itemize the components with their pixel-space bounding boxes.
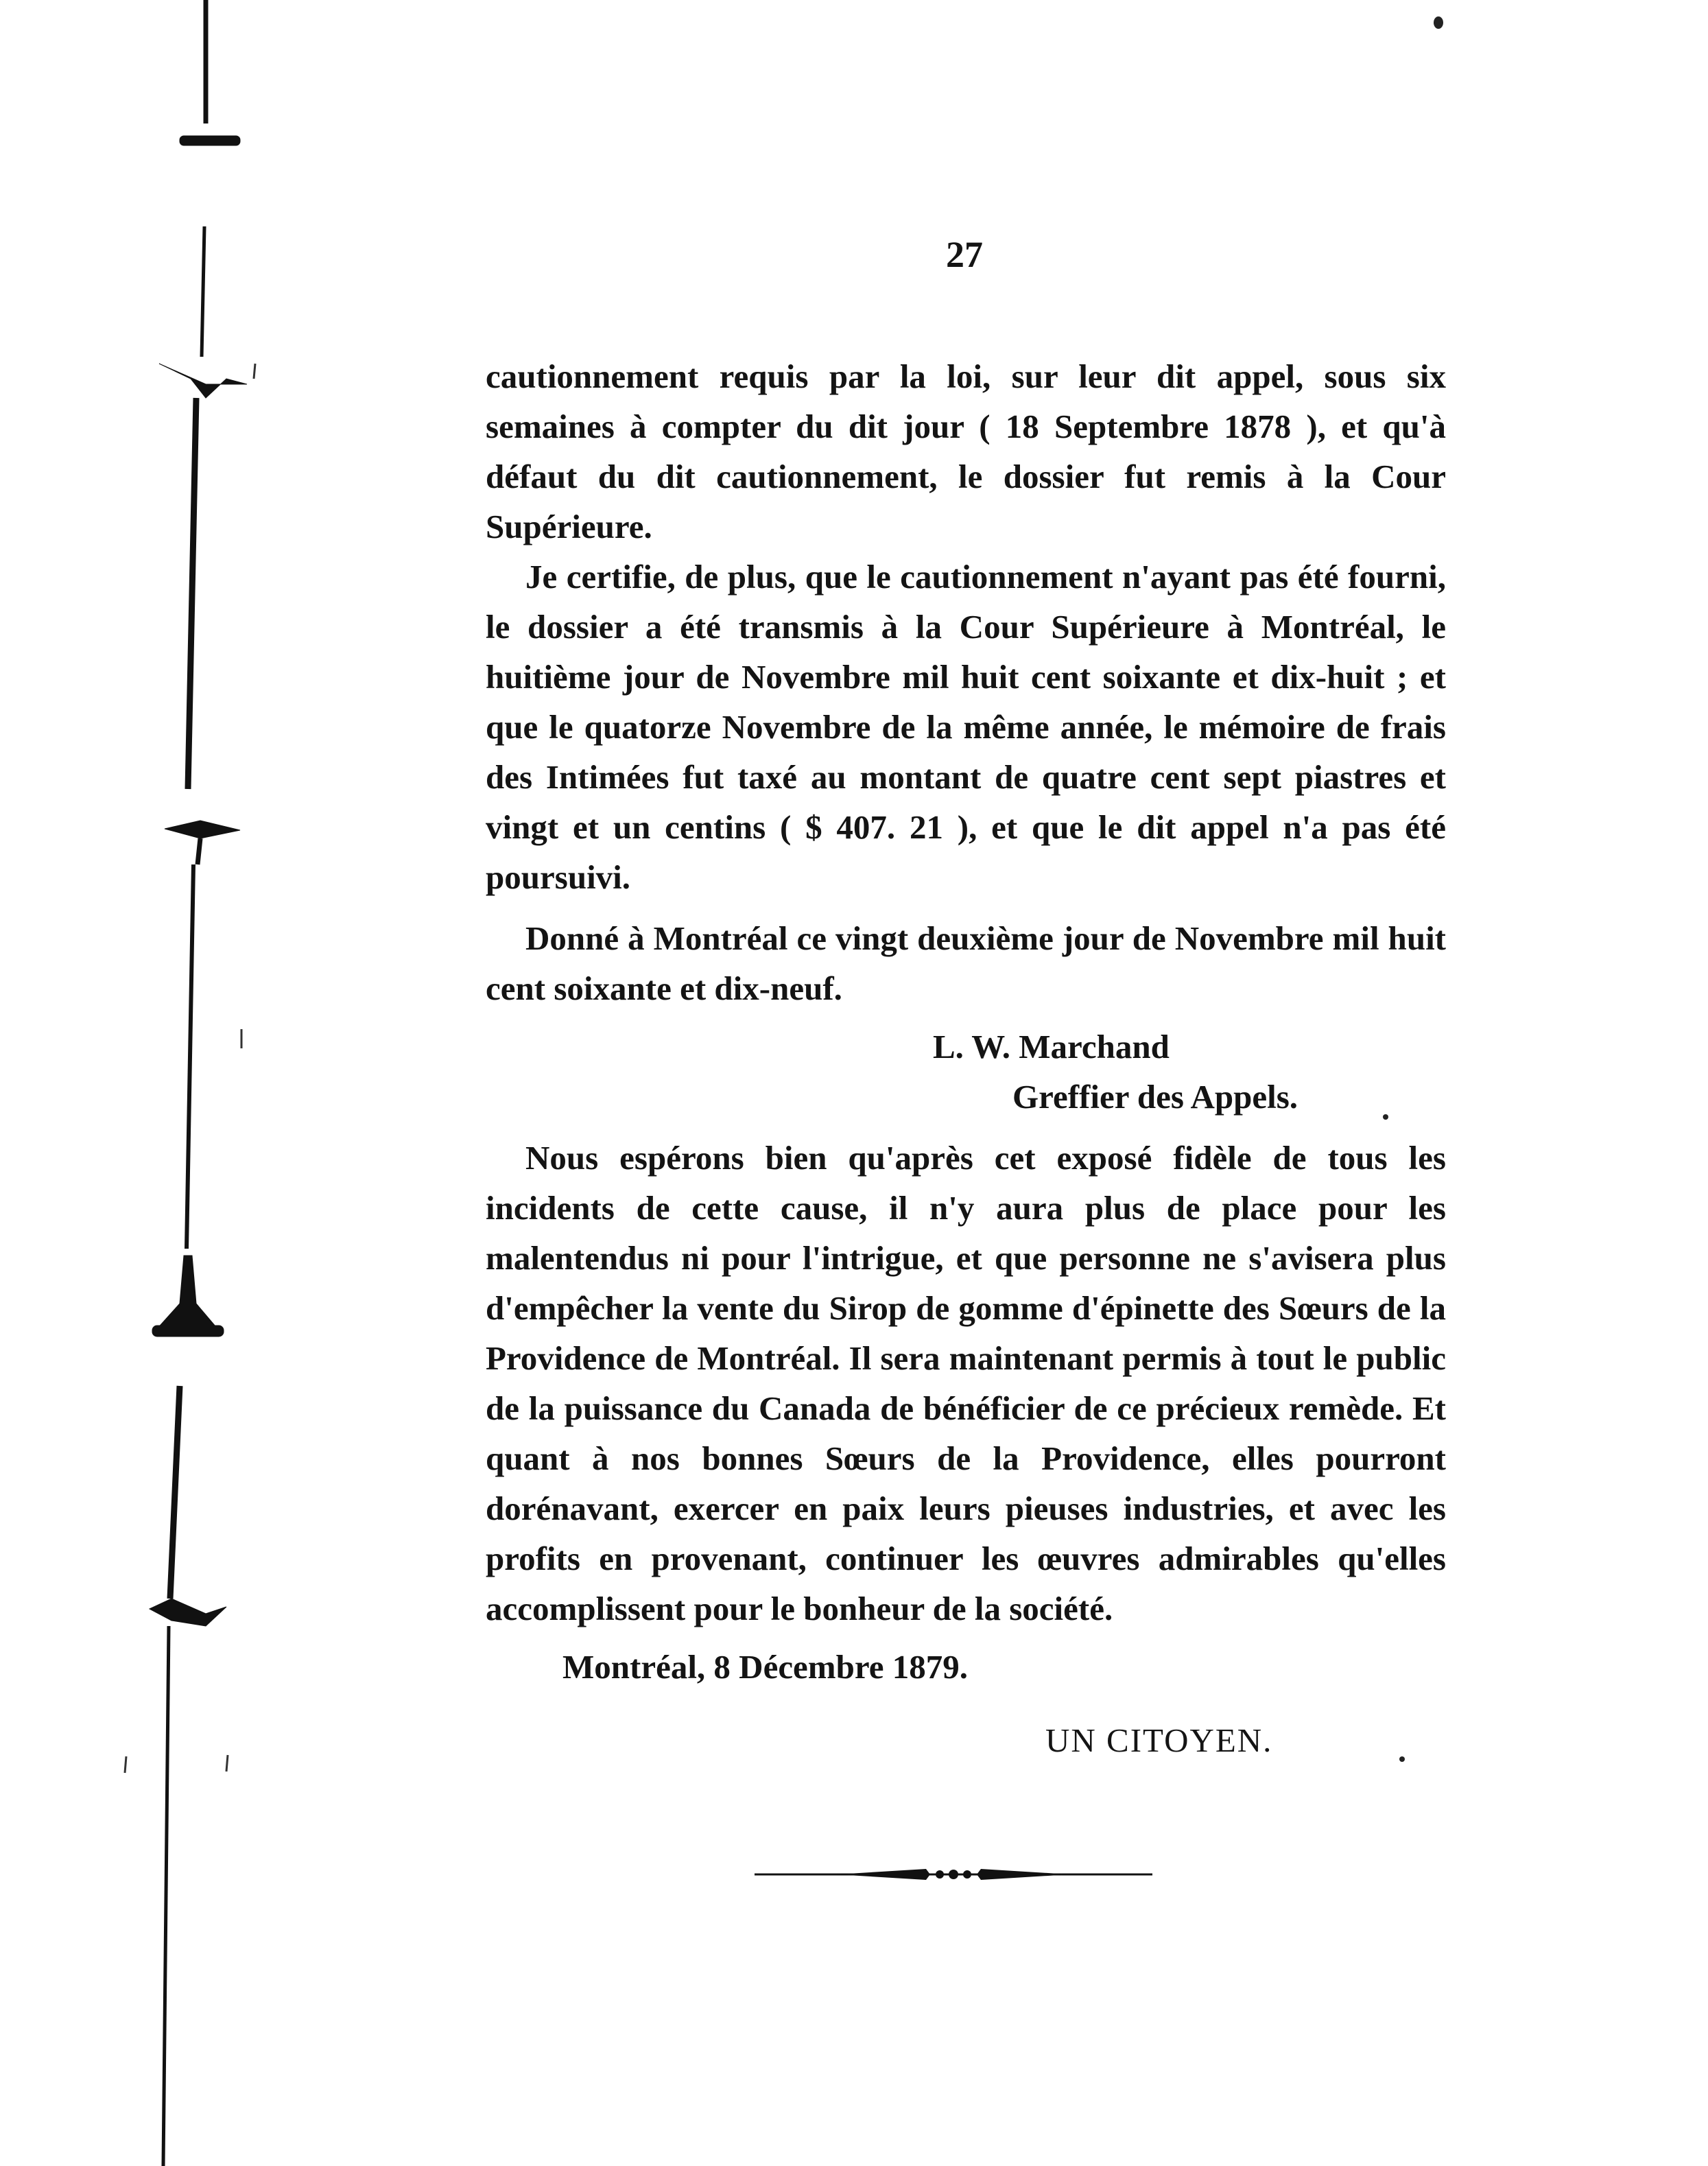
closing-place-date: Montréal, 8 Décembre 1879.	[562, 1648, 968, 1686]
signature-title: Greffier des Appels.	[1012, 1078, 1298, 1116]
paragraph-donne: Donné à Montréal ce vingt deuxième jour de Novembre mil huit cent soixante et dix-neuf.	[486, 919, 1446, 1007]
paragraph-cautionnement: cautionnement requis par la loi, sur leur dit appel, sous six semaines à compter du dit jour ( 18 Septembre 1878 ), et qu'à défaut du dit cautionnement, le dossier fut remis à la Cour Supérieure.	[486, 357, 1446, 545]
closing-author: UN CITOYEN.	[1045, 1721, 1273, 1759]
binding-stitch-marks	[0, 0, 288, 2166]
tailpiece-ornament	[755, 1861, 1152, 1888]
paragraph-certification: Je certifie, de plus, que le cautionnement n'ayant pas été fourni, le dossier a été transmis à la Cour Supérieure à Montréal, le huitième jour de Novembre mil huit cent soixante et dix-huit ; et que le quatorze Novembre de la même année, le mémoire de frais des Intimées fut taxé au montant de quatre cent sept piastres et vingt et un centins ( $ 407. 21 ), et que le dit appel n'a pas été poursuivi.	[486, 558, 1446, 896]
speck	[1434, 16, 1443, 29]
signature-name: L. W. Marchand	[933, 1028, 1170, 1066]
paragraph-conclusion: Nous espérons bien qu'après cet exposé fidèle de tous les incidents de cette cause, il n'y aura plus de place pour les malentendus ni pour l'intrigue, et que personne ne s'avisera plus d'empêcher la vente du Sirop de gomme d'épinette des Sœurs de la Providence de Montréal. Il sera maintenant permis à tout le public de la puissance du Canada de bénéficier de ce précieux remède. Et quant à nos bonnes Sœurs de la Providence, elles pourront dorénavant, exercer en paix leurs pieuses industries, et avec les profits en provenant, continuer les œuvres admirables qu'elles accomplissent pour le bonheur de la société.	[486, 1139, 1446, 1627]
page-number: 27	[946, 234, 983, 275]
page-body	[486, 351, 1446, 1765]
